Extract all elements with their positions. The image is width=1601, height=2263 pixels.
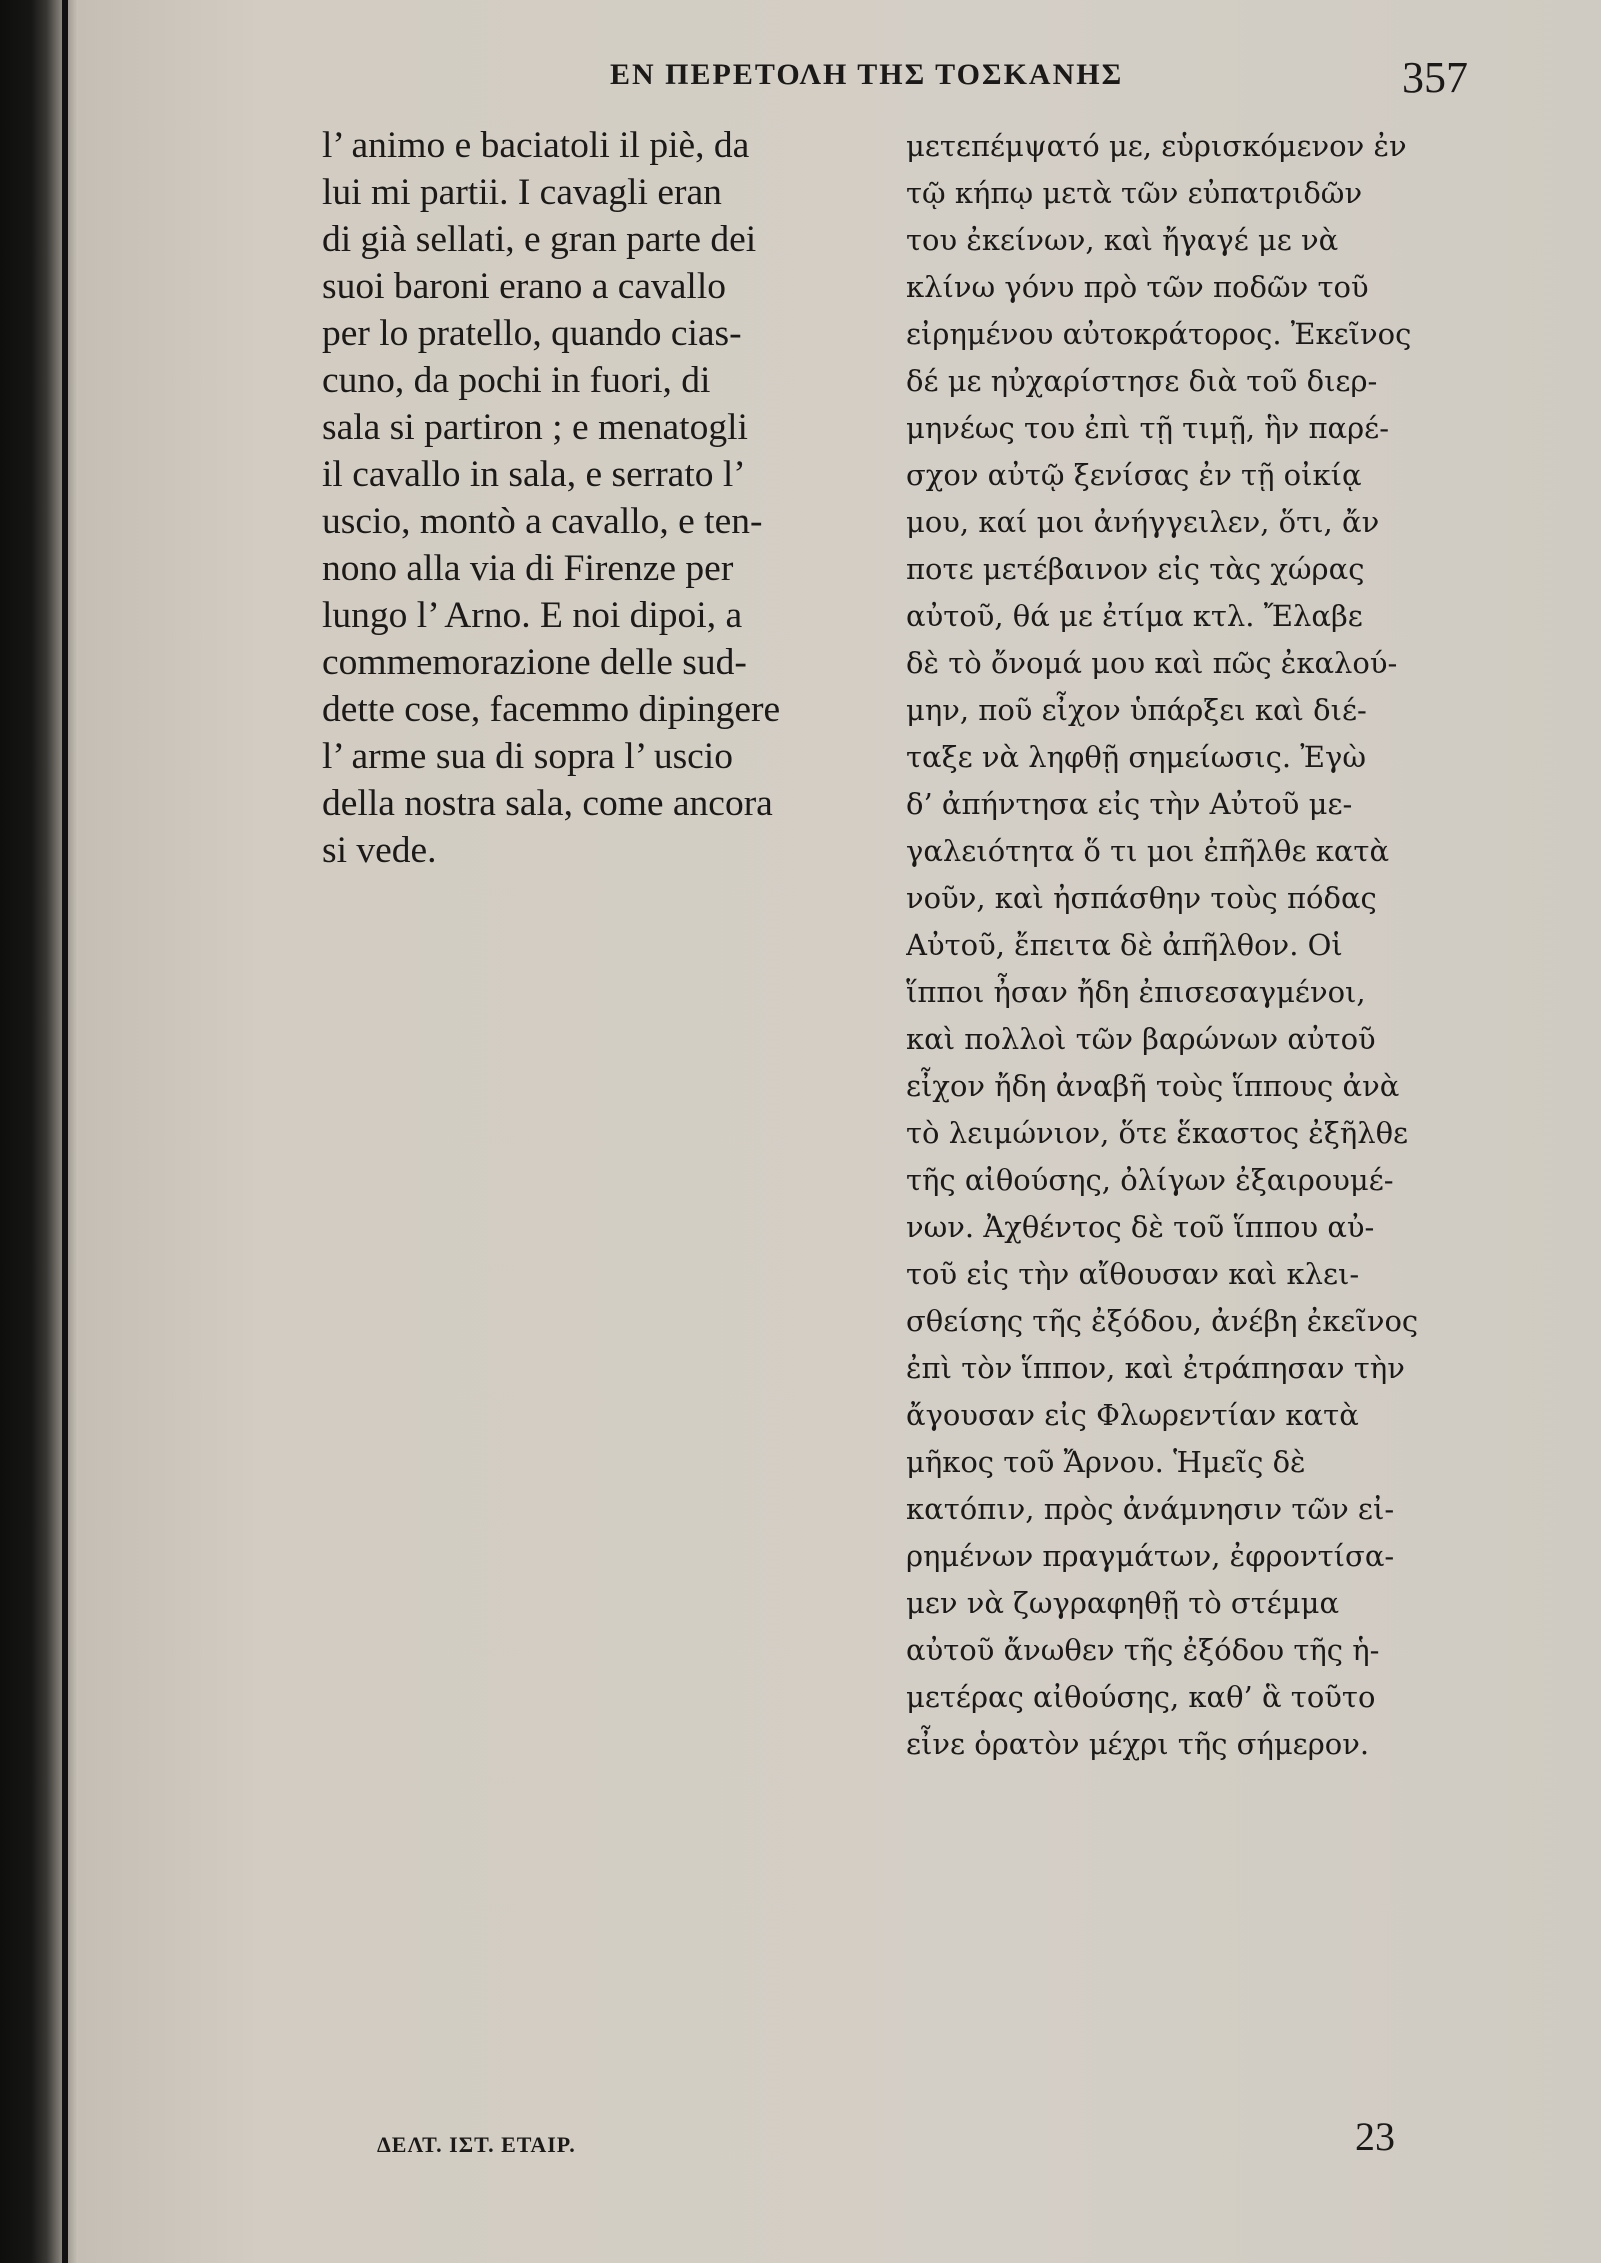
page-number: 357 bbox=[1402, 53, 1468, 102]
greek-text-line: ἐπὶ τὸν ἵππον, καὶ ἐτράπησαν τὴν bbox=[906, 1351, 1405, 1385]
greek-text-line: σχον αὐτῷ ξενίσας ἐν τῇ οἰκίᾳ bbox=[906, 458, 1362, 492]
greek-text-line: μεν νὰ ζωγραφηθῇ τὸ στέμμα bbox=[906, 1586, 1340, 1620]
italian-text-line: commemorazione delle sud- bbox=[322, 642, 747, 683]
greek-text-column bbox=[906, 123, 1466, 1768]
greek-text-line: αὐτοῦ ἄνωθεν τῆς ἐξόδου τῆς ἡ- bbox=[906, 1633, 1380, 1667]
italian-text-column bbox=[322, 123, 862, 875]
italian-text-line: della nostra sala, come ancora bbox=[322, 783, 773, 824]
greek-text-line: νοῦν, καὶ ἠσπάσθην τοὺς πόδας bbox=[906, 881, 1377, 915]
italian-text-line: l’ animo e baciatoli il piè, da bbox=[322, 125, 750, 166]
greek-text-line: νων. Ἀχθέντος δὲ τοῦ ἵππου αὐ- bbox=[906, 1210, 1375, 1244]
italian-text-line: cuno, da pochi in fuori, di bbox=[322, 360, 711, 401]
greek-text-line: εἶνε ὁρατὸν μέχρι τῆς σήμερον. bbox=[906, 1727, 1370, 1761]
italian-text-line: il cavallo in sala, e serrato l’ bbox=[322, 454, 746, 495]
greek-text-line: μην, ποῦ εἶχον ὑπάρξει καὶ διέ- bbox=[906, 693, 1367, 727]
greek-text-line: μετέρας αἰθούσης, καθ’ ἃ τοῦτο bbox=[906, 1680, 1376, 1714]
greek-text-line: δ’ ἀπήντησα εἰς τὴν Αὐτοῦ με- bbox=[906, 787, 1353, 821]
greek-text-line: κατόπιν, πρὸς ἀνάμνησιν τῶν εἰ- bbox=[906, 1492, 1395, 1526]
greek-text-line: κλίνω γόνυ πρὸ τῶν ποδῶν τοῦ bbox=[906, 270, 1369, 304]
running-title: ΕΝ ΠΕΡΕΤΟΛΗ ΤΗΣ ΤΟΣΚΑΝΗΣ bbox=[610, 58, 1124, 91]
greek-text-line: μῆκος τοῦ Ἄρνου. Ἡμεῖς δὲ bbox=[906, 1445, 1306, 1479]
italian-text-line: l’ arme sua di sopra l’ uscio bbox=[322, 736, 733, 777]
greek-text-line: Αὐτοῦ, ἔπειτα δὲ ἀπῆλθον. Οἱ bbox=[906, 928, 1343, 962]
greek-text-line: τῆς αἰθούσης, ὀλίγων ἐξαιρουμέ- bbox=[906, 1163, 1394, 1197]
greek-text-line: ταξε νὰ ληφθῇ σημείωσις. Ἐγὼ bbox=[906, 740, 1367, 774]
printer-signature: ΔΕΛΤ. ΙΣΤ. ΕΤΑΙΡ. bbox=[377, 2132, 576, 2157]
greek-text-line: ἄγουσαν εἰς Φλωρεντίαν κατὰ bbox=[906, 1398, 1359, 1432]
italian-text-line: uscio, montò a cavallo, e ten- bbox=[322, 501, 763, 542]
greek-text-line: μηνέως του ἐπὶ τῇ τιμῇ, ἣν παρέ- bbox=[906, 411, 1389, 445]
binding-edge bbox=[62, 0, 68, 2263]
italian-text-line: dette cose, facemmo dipingere bbox=[322, 689, 781, 730]
greek-text-line: εἰρημένου αὐτοκράτορος. Ἐκεῖνος bbox=[906, 317, 1412, 351]
greek-text-line: δὲ τὸ ὄνομά μου καὶ πῶς ἐκαλού- bbox=[906, 646, 1398, 680]
italian-text-line: lungo l’ Arno. E noi dipoi, a bbox=[322, 595, 743, 636]
greek-text-line: μετεπέμψατό με, εὑρισκόμενον ἐν bbox=[906, 129, 1407, 163]
greek-text-line: μου, καί μοι ἀνήγγειλεν, ὅτι, ἄν bbox=[906, 505, 1380, 539]
greek-text-line: δέ με ηὐχαρίστησε διὰ τοῦ διερ- bbox=[906, 364, 1378, 398]
greek-text-line: εἶχον ἤδη ἀναβῆ τοὺς ἵππους ἀνὰ bbox=[906, 1069, 1400, 1103]
greek-text-line: σθείσης τῆς ἐξόδου, ἀνέβη ἐκεῖνος bbox=[906, 1304, 1419, 1338]
italian-text-line: si vede. bbox=[322, 830, 437, 871]
greek-text-line: τὸ λειμώνιον, ὅτε ἕκαστος ἐξῆλθε bbox=[906, 1116, 1409, 1150]
greek-text-line: του ἐκείνων, καὶ ἤγαγέ με νὰ bbox=[906, 223, 1339, 257]
italian-text-line: lui mi partii. I cavagli eran bbox=[322, 172, 722, 213]
greek-text-line: καὶ πολλοὶ τῶν βαρώνων αὐτοῦ bbox=[906, 1022, 1376, 1056]
italian-text-line: suoi baroni erano a cavallo bbox=[322, 266, 727, 307]
italian-text-line: di già sellati, e gran parte dei bbox=[322, 219, 757, 260]
italian-text-line: nono alla via di Firenze per bbox=[322, 548, 734, 589]
greek-text-line: αὐτοῦ, θά με ἐτίμα κτλ. Ἔλαβε bbox=[906, 599, 1363, 633]
sheet-number: 23 bbox=[1355, 2114, 1395, 2159]
italian-text-line: sala si partiron ; e menatogli bbox=[322, 407, 748, 448]
greek-text-line: γαλειότητα ὅ τι μοι ἐπῆλθε κατὰ bbox=[906, 834, 1390, 868]
greek-text-line: τῷ κήπῳ μετὰ τῶν εὐπατριδῶν bbox=[906, 176, 1363, 210]
running-head bbox=[300, 52, 1480, 112]
greek-text-line: τοῦ εἰς τὴν αἴθουσαν καὶ κλει- bbox=[906, 1257, 1360, 1291]
greek-text-line: ἵπποι ἦσαν ἤδη ἐπισεσαγμένοι, bbox=[906, 975, 1366, 1009]
greek-text-line: ρημένων πραγμάτων, ἐφροντίσα- bbox=[906, 1539, 1395, 1573]
italian-text-line: per lo pratello, quando cias- bbox=[322, 313, 742, 354]
greek-text-line: ποτε μετέβαινον εἰς τὰς χώρας bbox=[906, 552, 1365, 586]
